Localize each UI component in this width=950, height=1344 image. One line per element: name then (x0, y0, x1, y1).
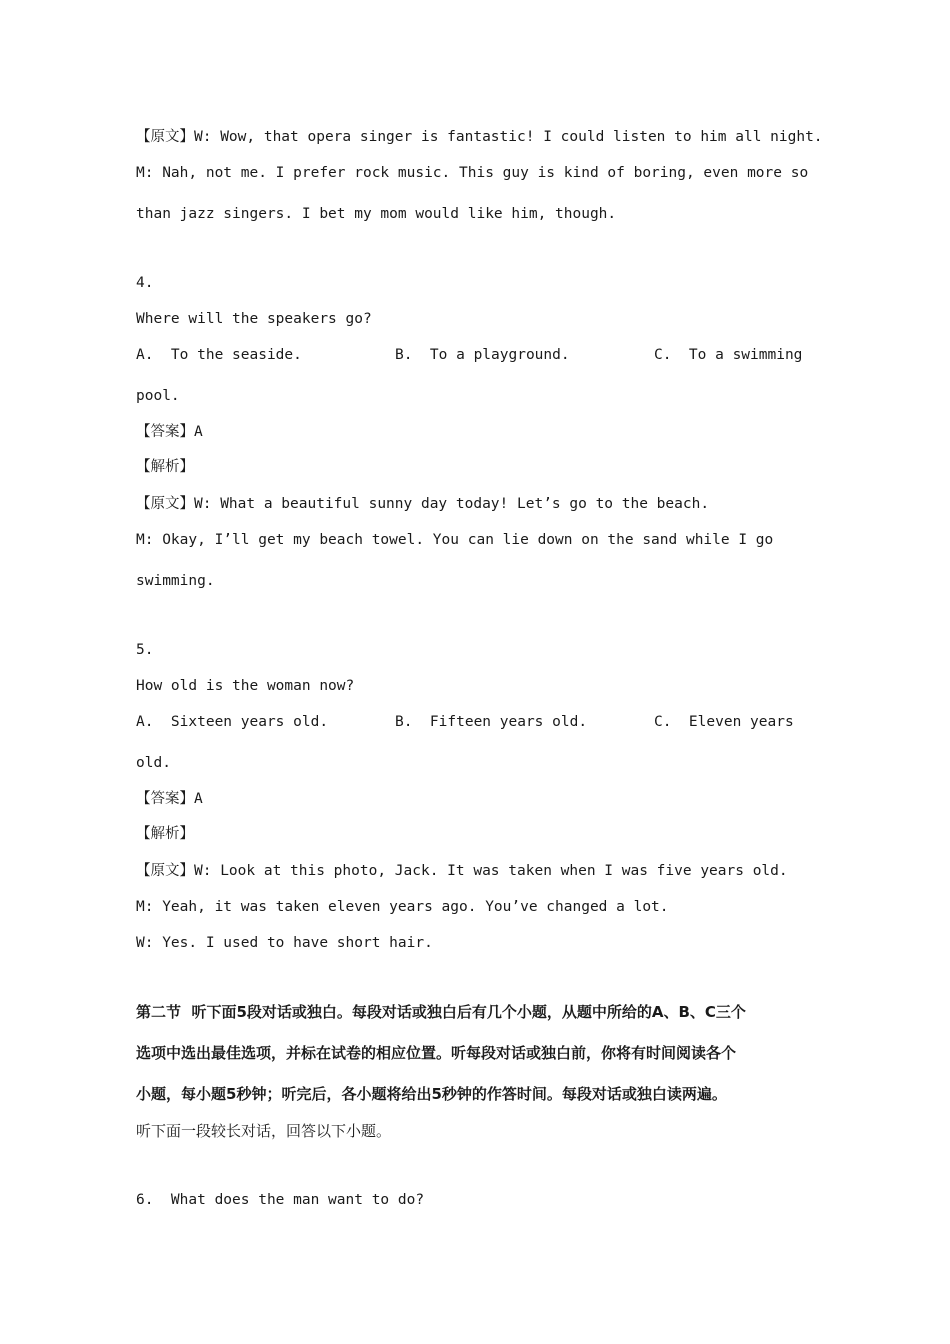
transcript-line: M: Yeah, it was taken eleven years ago. You’ve changed a lot. (136, 899, 669, 915)
answer-line (136, 422, 203, 442)
yuanwen-tag: 【原文】 (136, 129, 194, 145)
transcript-line (136, 861, 788, 881)
transcript-text: W: What a beautiful sunny day today! Let’s go to the beach. (194, 496, 710, 512)
transcript-line: swimming. (136, 573, 215, 589)
transcript-line: than jazz singers. I bet my mom would like him, though. (136, 206, 617, 222)
option-c-continued: pool. (136, 388, 180, 404)
question-text: 6. What does the man want to do? (136, 1192, 425, 1208)
answer-tag: 【答案】 (136, 424, 194, 440)
option-a: A. To the seaside. (136, 347, 302, 363)
question-number: 5. (136, 642, 154, 658)
analysis-tag: 【解析】 (136, 459, 194, 475)
transcript-line: M: Nah, not me. I prefer rock music. This guy is kind of boring, even more so (136, 165, 809, 181)
section-heading-line: 小题，每小题5秒钟；听完后，各小题将给出5秒钟的作答时间。每段对话或独白读两遍。 (136, 1085, 727, 1103)
option-b: B. To a playground. (395, 347, 570, 363)
section-heading-line: 选项中选出最佳选项，并标在试卷的相应位置。听每段对话或独白前，你将有时间阅读各个 (136, 1044, 737, 1062)
transcript-text: W: Wow, that opera singer is fantastic! I could listen to him all night. (194, 129, 823, 145)
transcript-line (136, 127, 823, 147)
transcript-line (136, 494, 709, 514)
answer-value: A (194, 791, 203, 807)
option-c: C. To a swimming (654, 347, 803, 363)
transcript-line: M: Okay, I’ll get my beach towel. You can lie down on the sand while I go (136, 532, 774, 548)
transcript-line: W: Yes. I used to have short hair. (136, 935, 433, 951)
question-number: 4. (136, 275, 154, 291)
answer-line (136, 789, 203, 809)
section-instruction: 听下面一段较长对话，回答以下小题。 (136, 1122, 392, 1140)
option-c-continued: old. (136, 755, 171, 771)
yuanwen-tag: 【原文】 (136, 863, 194, 879)
question-text: Where will the speakers go? (136, 311, 372, 327)
answer-value: A (194, 424, 203, 440)
analysis-tag: 【解析】 (136, 826, 194, 842)
question-text: How old is the woman now? (136, 678, 355, 694)
section-heading-line: 第二节 听下面5段对话或独白。每段对话或独白后有几个小题，从题中所给的A、B、C三个 (136, 1003, 746, 1021)
transcript-text: W: Look at this photo, Jack. It was taken when I was five years old. (194, 863, 788, 879)
option-b: B. Fifteen years old. (395, 714, 588, 730)
option-a: A. Sixteen years old. (136, 714, 329, 730)
answer-tag: 【答案】 (136, 791, 194, 807)
yuanwen-tag: 【原文】 (136, 496, 194, 512)
option-c: C. Eleven years (654, 714, 794, 730)
